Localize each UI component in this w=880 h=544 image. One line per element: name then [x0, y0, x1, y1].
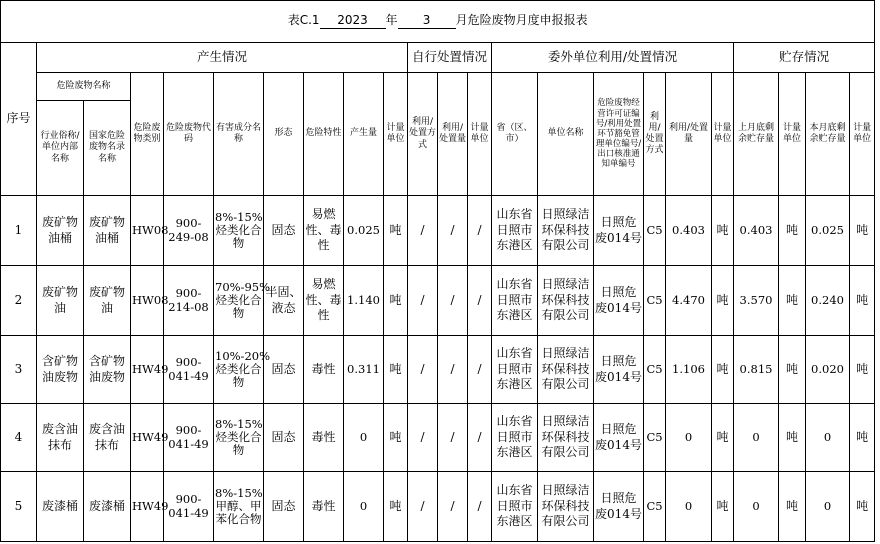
- table-row: [1, 196, 875, 266]
- cell-hazard: 易燃性、毒性: [304, 266, 344, 336]
- table-row: [1, 336, 875, 404]
- table-row: [1, 404, 875, 472]
- header-out-method: 利用/处置方式: [644, 73, 666, 196]
- cell-code: 900-041-49: [164, 404, 214, 472]
- cell-province: 山东省日照市东港区: [492, 404, 538, 472]
- cell-self-amount: /: [438, 404, 468, 472]
- cell-industry-name: 废矿物油: [37, 266, 84, 336]
- header-group-storage: 贮存情况: [734, 43, 875, 73]
- cell-unit-4: 吨: [779, 336, 806, 404]
- cell-form: 固态: [264, 472, 304, 542]
- header-last-stock: 上月底剩余贮存量: [734, 73, 779, 196]
- header-unit-2: 计量单位: [468, 73, 492, 196]
- report-title: [1, 1, 875, 43]
- cell-industry-name: 含矿物油废物: [37, 336, 84, 404]
- cell-industry-name: 废矿物油桶: [37, 196, 84, 266]
- cell-province: 山东省日照市东港区: [492, 266, 538, 336]
- cell-unit-3: 吨: [712, 266, 734, 336]
- cell-self-amount: /: [438, 196, 468, 266]
- cell-license: 日照危废014号: [594, 404, 644, 472]
- cell-self-amount: /: [438, 266, 468, 336]
- cell-this-stock: 0: [806, 472, 850, 542]
- header-out-amount: 利用/处置量: [666, 73, 712, 196]
- cell-self-method: /: [408, 472, 438, 542]
- cell-unit-1: 吨: [384, 336, 408, 404]
- cell-unit-5: 吨: [850, 404, 875, 472]
- cell-this-stock: 0.240: [806, 266, 850, 336]
- cell-seq: 5: [1, 472, 37, 542]
- cell-license: 日照危废014号: [594, 196, 644, 266]
- cell-unit-2: /: [468, 336, 492, 404]
- cell-last-stock: 0.403: [734, 196, 779, 266]
- cell-unit-5: 吨: [850, 472, 875, 542]
- cell-unit-2: /: [468, 404, 492, 472]
- header-unit-5: 计量单位: [850, 73, 875, 196]
- cell-last-stock: 0: [734, 472, 779, 542]
- title-prefix: 表C.1: [287, 13, 320, 28]
- title-year-label: 年: [385, 13, 398, 28]
- cell-out-amount: 0.403: [666, 196, 712, 266]
- cell-unit-5: 吨: [850, 336, 875, 404]
- cell-code: 900-249-08: [164, 196, 214, 266]
- cell-industry-name: 废含油抹布: [37, 404, 84, 472]
- cell-out-method: C5: [644, 336, 666, 404]
- header-output: 产生量: [344, 73, 384, 196]
- header-industry-name: 行业俗称/单位内部名称: [37, 101, 84, 196]
- cell-out-amount: 4.470: [666, 266, 712, 336]
- header-province: 省（区、市）: [492, 73, 538, 196]
- cell-out-amount: 0: [666, 404, 712, 472]
- cell-code: 900-041-49: [164, 472, 214, 542]
- header-waste-name: 危险废物名称: [37, 73, 131, 101]
- cell-unit-1: 吨: [384, 196, 408, 266]
- cell-unit-4: 吨: [779, 404, 806, 472]
- cell-unit-5: 吨: [850, 196, 875, 266]
- cell-unit-5: 吨: [850, 266, 875, 336]
- cell-harmful: 8%-15%甲醇、甲苯化合物: [214, 472, 264, 542]
- cell-hazard: 毒性: [304, 404, 344, 472]
- header-unit-1: 计量单位: [384, 73, 408, 196]
- header-group-self: 自行处置情况: [408, 43, 492, 73]
- cell-national-name: 废含油抹布: [84, 404, 131, 472]
- cell-seq: 4: [1, 404, 37, 472]
- cell-self-method: /: [408, 266, 438, 336]
- cell-unit-3: 吨: [712, 404, 734, 472]
- cell-seq: 1: [1, 196, 37, 266]
- cell-output: 0.025: [344, 196, 384, 266]
- cell-self-amount: /: [438, 472, 468, 542]
- title-month: 3: [398, 14, 456, 29]
- cell-last-stock: 3.570: [734, 266, 779, 336]
- header-seq: 序号: [1, 43, 37, 196]
- header-self-method: 利用/处置方式: [408, 73, 438, 196]
- header-this-stock: 本月底剩余贮存量: [806, 73, 850, 196]
- header-unit-4: 计量单位: [779, 73, 806, 196]
- cell-national-name: 废矿物油桶: [84, 196, 131, 266]
- cell-license: 日照危废014号: [594, 472, 644, 542]
- cell-unit-2: /: [468, 472, 492, 542]
- cell-unit-3: 吨: [712, 472, 734, 542]
- cell-form: 固态: [264, 336, 304, 404]
- cell-national-name: 废漆桶: [84, 472, 131, 542]
- header-hazard: 危险特性: [304, 73, 344, 196]
- cell-category: HW08: [131, 196, 164, 266]
- cell-license: 日照危废014号: [594, 336, 644, 404]
- cell-national-name: 含矿物油废物: [84, 336, 131, 404]
- cell-hazard: 易燃性、毒性: [304, 196, 344, 266]
- cell-out-method: C5: [644, 266, 666, 336]
- cell-output: 0.311: [344, 336, 384, 404]
- cell-province: 山东省日照市东港区: [492, 472, 538, 542]
- header-company: 单位名称: [538, 73, 594, 196]
- cell-license: 日照危废014号: [594, 266, 644, 336]
- header-unit-3: 计量单位: [712, 73, 734, 196]
- header-national-name: 国家危险废物名录名称: [84, 101, 131, 196]
- cell-unit-1: 吨: [384, 472, 408, 542]
- cell-national-name: 废矿物油: [84, 266, 131, 336]
- table-row: [1, 266, 875, 336]
- cell-company: 日照绿洁环保科技有限公司: [538, 472, 594, 542]
- cell-harmful: 8%-15%烃类化合物: [214, 196, 264, 266]
- cell-unit-1: 吨: [384, 266, 408, 336]
- cell-hazard: 毒性: [304, 336, 344, 404]
- header-group-produce: 产生情况: [37, 43, 408, 73]
- cell-unit-2: /: [468, 196, 492, 266]
- cell-company: 日照绿洁环保科技有限公司: [538, 404, 594, 472]
- cell-category: HW49: [131, 472, 164, 542]
- cell-this-stock: 0.025: [806, 196, 850, 266]
- cell-unit-3: 吨: [712, 336, 734, 404]
- cell-province: 山东省日照市东港区: [492, 336, 538, 404]
- cell-last-stock: 0: [734, 404, 779, 472]
- cell-self-method: /: [408, 196, 438, 266]
- header-self-amount: 利用/处置量: [438, 73, 468, 196]
- header-code: 危险废物代码: [164, 73, 214, 196]
- cell-self-method: /: [408, 336, 438, 404]
- cell-form: 固态: [264, 196, 304, 266]
- cell-unit-1: 吨: [384, 404, 408, 472]
- cell-this-stock: 0: [806, 404, 850, 472]
- cell-last-stock: 0.815: [734, 336, 779, 404]
- header-category: 危险废物类别: [131, 73, 164, 196]
- header-form: 形态: [264, 73, 304, 196]
- cell-category: HW49: [131, 336, 164, 404]
- cell-unit-4: 吨: [779, 196, 806, 266]
- cell-harmful: 70%-95%烃类化合物: [214, 266, 264, 336]
- cell-company: 日照绿洁环保科技有限公司: [538, 266, 594, 336]
- cell-seq: 3: [1, 336, 37, 404]
- cell-self-amount: /: [438, 336, 468, 404]
- header-group-outsource: 委外单位利用/处置情况: [492, 43, 734, 73]
- cell-output: 0: [344, 404, 384, 472]
- cell-out-method: C5: [644, 404, 666, 472]
- cell-code: 900-214-08: [164, 266, 214, 336]
- cell-harmful: 10%-20%烃类化合物: [214, 336, 264, 404]
- cell-out-method: C5: [644, 472, 666, 542]
- cell-company: 日照绿洁环保科技有限公司: [538, 336, 594, 404]
- cell-form: 固态: [264, 404, 304, 472]
- cell-hazard: 毒性: [304, 472, 344, 542]
- cell-unit-4: 吨: [779, 472, 806, 542]
- title-suffix: 月危险废物月度申报报表: [455, 13, 588, 28]
- cell-code: 900-041-49: [164, 336, 214, 404]
- cell-seq: 2: [1, 266, 37, 336]
- cell-unit-3: 吨: [712, 196, 734, 266]
- cell-category: HW08: [131, 266, 164, 336]
- cell-harmful: 8%-15%烃类化合物: [214, 404, 264, 472]
- header-license: 危险废物经营许可证编号/利用处置环节豁免管理单位编号/出口核准通知单编号: [594, 73, 644, 196]
- cell-unit-2: /: [468, 266, 492, 336]
- cell-output: 1.140: [344, 266, 384, 336]
- cell-province: 山东省日照市东港区: [492, 196, 538, 266]
- cell-out-amount: 0: [666, 472, 712, 542]
- cell-form: 半固、液态: [264, 266, 304, 336]
- header-harmful: 有害成分名称: [214, 73, 264, 196]
- title-year: 2023: [320, 14, 386, 29]
- cell-self-method: /: [408, 404, 438, 472]
- cell-unit-4: 吨: [779, 266, 806, 336]
- cell-category: HW49: [131, 404, 164, 472]
- cell-out-method: C5: [644, 196, 666, 266]
- cell-this-stock: 0.020: [806, 336, 850, 404]
- cell-output: 0: [344, 472, 384, 542]
- cell-company: 日照绿洁环保科技有限公司: [538, 196, 594, 266]
- cell-industry-name: 废漆桶: [37, 472, 84, 542]
- cell-out-amount: 1.106: [666, 336, 712, 404]
- table-row: [1, 472, 875, 542]
